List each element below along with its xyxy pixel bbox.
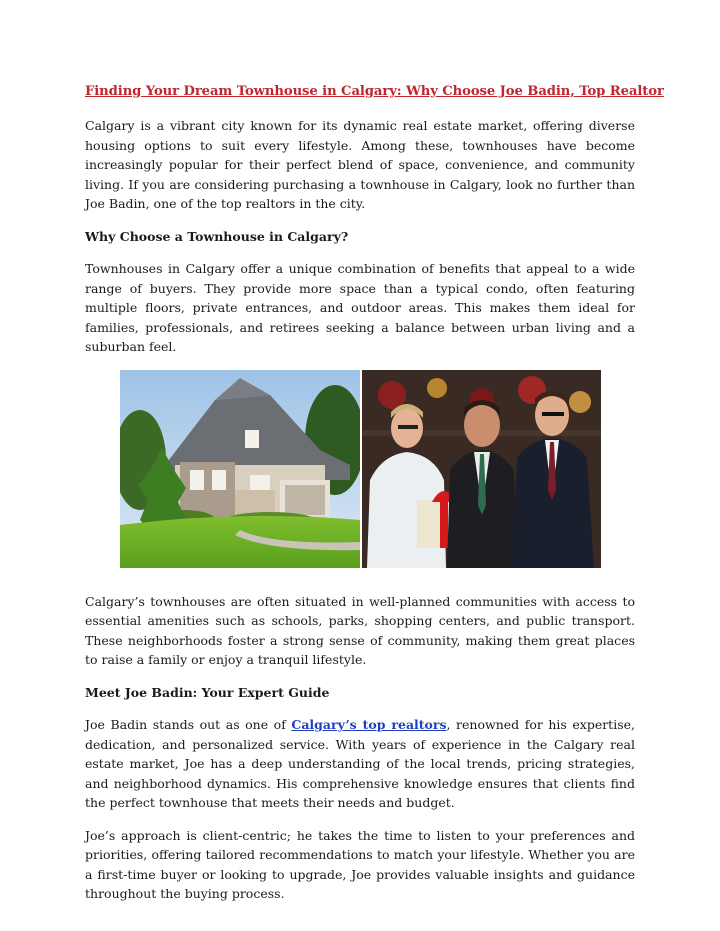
section-heading-why-townhouse: Why Choose a Townhouse in Calgary?: [85, 228, 349, 244]
paragraph-townhouse-benefits: Townhouses in Calgary offer a unique combination of benefits that appeal to a wide range of buyers. They provide more space than a typical condo, often featuring multiple floors, private entrances, and outdoor areas. This makes them ideal for families, professionals, and retirees seeking a balance between urban living and a suburban feel.: [85, 261, 635, 354]
paragraph-joe-approach: Joe’s approach is client-centric; he takes the time to listen to your preferences and priorities, offering tailored recommendations to match your lifestyle. Whether you are a first-time buyer or looking to upgrade, Joe provides valuable insights and guidance throughout the buying process.: [85, 827, 635, 901]
team-photo: [362, 370, 601, 568]
paragraph-text-before-link: Joe Badin stands out as one of: [85, 717, 292, 732]
document-title: Finding Your Dream Townhouse in Calgary: Why Choose Joe Badin, Top Realtor: [85, 84, 664, 99]
calgary-top-realtors-link[interactable]: Calgary’s top realtors: [291, 717, 447, 732]
paragraph-joe-expertise: [85, 715, 635, 813]
document-body: [85, 84, 664, 917]
intro-paragraph: Calgary is a vibrant city known for its dynamic real estate market, offering diverse housing options to suit every lifestyle. Among these, townhouses have become increasingly popular for their perfect blend of space, convenience, and community living. If you are considering purchasing a townhouse in Calgary, look no further than Joe Badin, one of the top realtors in the city.: [85, 118, 635, 211]
house-photo: [120, 370, 360, 568]
paragraph-townhouse-communities: Calgary’s townhouses are often situated in well-planned communities with access to essential amenities such as schools, parks, shopping centers, and public transport. These neighborhoods foster a strong sense of community, making them great places to raise a family or enjoy a tranquil lifestyle.: [85, 593, 635, 667]
paragraph-text-after-link: , renowned for his expertise, dedication, and personalized service. With years of experience in the Calgary real estate market, Joe has a deep understanding of the local trends, pricing strategies, and neighborhood dynamics. His comprehensive knowledge ensures that clients find the perfect townhouse that meets their needs and budget.: [85, 717, 635, 810]
photo-row: [85, 370, 635, 586]
section-heading-meet-joe: Meet Joe Badin: Your Expert Guide: [85, 684, 330, 700]
